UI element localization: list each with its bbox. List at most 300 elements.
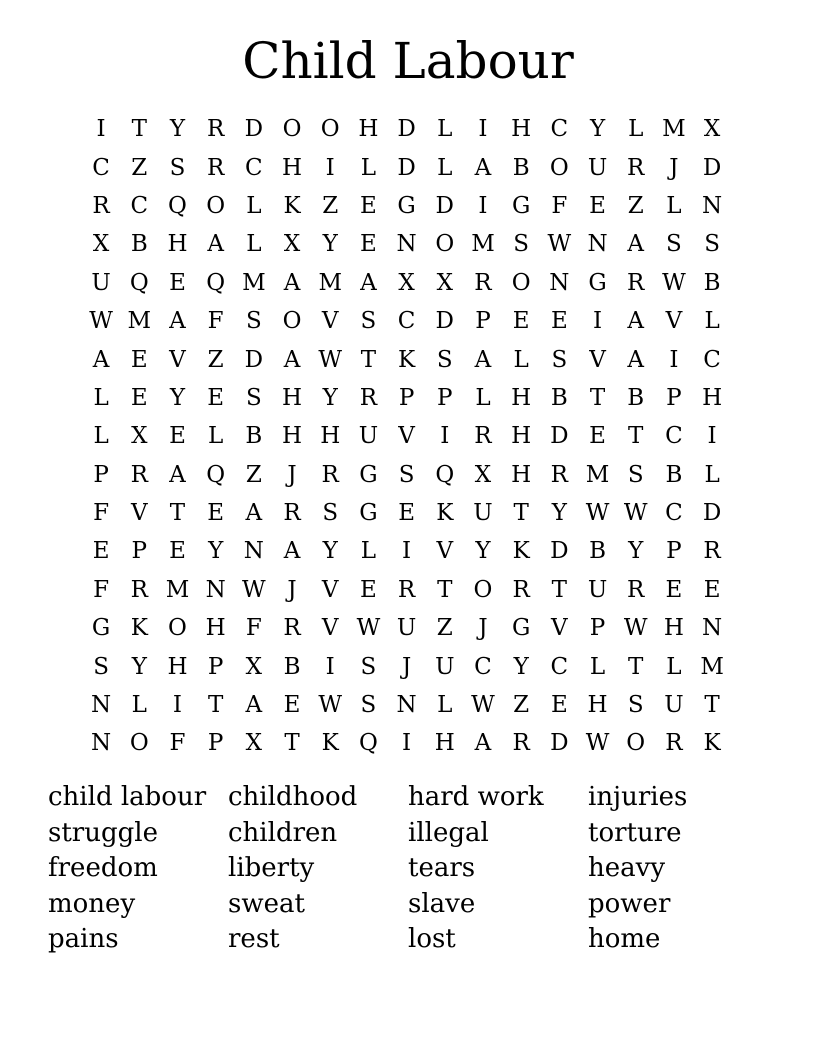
grid-letter: I: [96, 116, 106, 143]
grid-letter: G: [588, 269, 607, 296]
grid-letter: O: [129, 730, 149, 757]
grid-letter: E: [512, 308, 530, 335]
grid-letter: T: [704, 692, 720, 719]
grid-letter: U: [664, 692, 684, 719]
grid-letter: V: [321, 615, 339, 642]
page-title: Child Labour: [242, 32, 574, 90]
grid-letter: Y: [589, 116, 606, 143]
grid-letter: B: [550, 384, 568, 411]
grid-letter: I: [478, 192, 488, 219]
word-list-item: sweat: [228, 888, 305, 919]
grid-letter: V: [130, 500, 148, 527]
grid-letter: O: [549, 154, 569, 181]
grid-letter: M: [585, 461, 610, 488]
grid-letter: Q: [168, 192, 187, 219]
grid-letter: S: [551, 346, 568, 373]
grid-letter: D: [550, 423, 569, 450]
grid-letter: R: [359, 384, 378, 411]
grid-letter: A: [474, 346, 492, 373]
grid-letter: S: [93, 653, 109, 680]
grid-letter: R: [512, 730, 530, 757]
grid-letter: S: [627, 692, 644, 719]
grid-letter: O: [282, 308, 302, 335]
grid-letter: H: [205, 615, 226, 642]
grid-letter: N: [396, 692, 417, 719]
grid-letter: Y: [322, 538, 338, 565]
grid-letter: S: [360, 308, 377, 335]
grid-letter: M: [242, 269, 266, 296]
grid-letter: K: [283, 192, 301, 219]
grid-letter: G: [359, 461, 378, 488]
grid-letter: E: [589, 192, 606, 219]
grid-letter: O: [435, 231, 455, 258]
grid-letter: E: [398, 500, 415, 527]
word-list-item: torture: [588, 817, 682, 848]
grid-letter: Y: [131, 653, 147, 680]
grid-letter: X: [283, 231, 301, 258]
grid-letter: L: [208, 423, 224, 450]
grid-letter: N: [91, 692, 112, 719]
grid-letter: I: [402, 538, 412, 565]
grid-letter: H: [320, 423, 341, 450]
grid-letter: J: [287, 576, 297, 603]
grid-letter: X: [474, 461, 492, 488]
grid-letter: C: [550, 116, 569, 143]
grid-letter: E: [550, 308, 568, 335]
grid-letter: E: [360, 192, 377, 219]
grid-letter: R: [474, 269, 492, 296]
grid-letter: A: [627, 231, 645, 258]
grid-letter: R: [130, 576, 148, 603]
word-list-item: pains: [48, 924, 119, 954]
grid-letter: N: [91, 730, 112, 757]
grid-letter: O: [206, 192, 226, 219]
grid-letter: M: [165, 576, 190, 603]
word-list-item: injuries: [588, 782, 688, 812]
grid-letter: R: [627, 269, 645, 296]
grid-letter: T: [169, 500, 186, 527]
grid-letter: W: [471, 692, 495, 719]
grid-letter: Q: [358, 730, 378, 757]
letter-grid: [82, 110, 731, 763]
grid-letter: E: [130, 384, 148, 411]
grid-letter: G: [91, 615, 111, 642]
grid-letter: N: [243, 538, 264, 565]
grid-letter: P: [207, 653, 224, 680]
grid-letter: Y: [551, 500, 567, 527]
grid-letter: Y: [208, 538, 224, 565]
grid-letter: T: [628, 653, 644, 680]
grid-letter: L: [666, 192, 682, 219]
grid-letter: D: [702, 154, 722, 181]
grid-letter: P: [437, 384, 453, 411]
grid-letter: B: [512, 154, 530, 181]
word-list: [48, 780, 768, 958]
grid-letter: S: [322, 500, 339, 527]
grid-letter: E: [703, 576, 721, 603]
grid-letter: L: [589, 653, 606, 680]
grid-letter: K: [321, 730, 339, 757]
grid-letter: V: [589, 346, 606, 373]
grid-letter: R: [512, 576, 530, 603]
grid-letter: U: [473, 500, 493, 527]
word-list-item: tears: [408, 853, 476, 883]
grid-letter: P: [207, 730, 224, 757]
grid-letter: H: [282, 154, 303, 181]
grid-letter: P: [93, 461, 109, 488]
grid-letter: Y: [322, 231, 338, 258]
grid-letter: O: [168, 615, 187, 642]
grid-letter: S: [398, 461, 415, 488]
grid-letter: X: [131, 423, 148, 450]
grid-letter: B: [627, 384, 645, 411]
grid-letter: P: [666, 538, 682, 565]
grid-letter: X: [436, 269, 453, 296]
grid-letter: E: [550, 692, 568, 719]
grid-letter: M: [127, 308, 152, 335]
grid-letter: A: [627, 308, 645, 335]
grid-letter: X: [703, 116, 721, 143]
grid-letter: A: [474, 154, 492, 181]
grid-letter: L: [628, 116, 644, 143]
grid-letter: D: [550, 538, 569, 565]
grid-letter: E: [665, 576, 683, 603]
grid-letter: J: [287, 461, 297, 488]
grid-letter: T: [437, 576, 453, 603]
grid-letter: G: [397, 192, 416, 219]
grid-letter: Z: [207, 346, 224, 373]
grid-letter: P: [589, 615, 606, 642]
grid-letter: B: [245, 423, 263, 450]
grid-letter: S: [360, 692, 377, 719]
grid-letter: N: [702, 615, 723, 642]
grid-letter: V: [169, 346, 186, 373]
word-list-item: illegal: [408, 817, 489, 848]
grid-letter: E: [92, 538, 110, 565]
grid-letter: R: [283, 500, 301, 527]
grid-letter: U: [587, 576, 608, 603]
grid-letter: W: [585, 500, 610, 527]
grid-letter: E: [207, 500, 225, 527]
grid-letter: F: [207, 308, 224, 335]
grid-letter: O: [511, 269, 531, 296]
grid-letter: S: [436, 346, 453, 373]
grid-letter: S: [627, 461, 644, 488]
grid-letter: I: [402, 730, 412, 757]
grid-letter: X: [92, 231, 110, 258]
grid-letter: E: [169, 538, 186, 565]
grid-letter: V: [321, 576, 339, 603]
grid-letter: H: [511, 461, 532, 488]
grid-letter: W: [662, 269, 686, 296]
grid-letter: A: [360, 269, 377, 296]
grid-letter: W: [318, 346, 343, 373]
grid-letter: S: [245, 384, 262, 411]
word-list-item: rest: [228, 924, 280, 954]
grid-letter: R: [321, 461, 339, 488]
grid-letter: H: [167, 653, 188, 680]
grid-letter: D: [550, 730, 569, 757]
grid-letter: Q: [206, 461, 226, 488]
grid-letter: K: [512, 538, 530, 565]
grid-letter: G: [359, 500, 378, 527]
grid-letter: N: [205, 576, 226, 603]
grid-letter: C: [703, 346, 721, 373]
word-list-item: money: [48, 888, 136, 919]
grid-letter: N: [587, 231, 608, 258]
word-list-item: home: [588, 924, 661, 954]
word-list-item: liberty: [228, 853, 315, 883]
grid-letter: L: [437, 154, 453, 181]
grid-letter: C: [245, 154, 263, 181]
grid-letter: Y: [169, 384, 186, 411]
grid-letter: Y: [169, 116, 186, 143]
grid-letter: I: [592, 308, 603, 335]
grid-letter: H: [702, 384, 723, 411]
grid-letter: U: [435, 653, 455, 680]
grid-letter: Q: [129, 269, 149, 296]
grid-letter: D: [397, 116, 416, 143]
grid-letter: U: [587, 154, 608, 181]
grid-letter: M: [700, 653, 724, 680]
grid-letter: E: [360, 231, 377, 258]
grid-letter: V: [398, 423, 415, 450]
grid-letter: D: [702, 500, 722, 527]
grid-letter: Z: [436, 615, 453, 642]
grid-letter: E: [283, 692, 301, 719]
grid-letter: D: [244, 116, 264, 143]
grid-letter: P: [131, 538, 148, 565]
grid-letter: Y: [513, 653, 529, 680]
grid-letter: J: [478, 615, 488, 642]
grid-letter: W: [318, 692, 343, 719]
grid-letter: R: [550, 461, 568, 488]
grid-letter: O: [320, 116, 340, 143]
grid-letter: R: [130, 461, 148, 488]
grid-letter: E: [360, 576, 377, 603]
grid-letter: B: [130, 231, 148, 258]
grid-letter: R: [397, 576, 416, 603]
grid-letter: I: [325, 653, 335, 680]
grid-letter: S: [704, 231, 720, 258]
word-list-item: struggle: [48, 817, 158, 848]
grid-letter: V: [551, 615, 568, 642]
grid-letter: K: [398, 346, 416, 373]
grid-letter: C: [130, 192, 149, 219]
grid-letter: H: [587, 692, 608, 719]
grid-letter: U: [396, 615, 417, 642]
grid-letter: D: [435, 308, 454, 335]
grid-letter: H: [511, 423, 532, 450]
grid-letter: A: [283, 269, 301, 296]
grid-letter: S: [513, 231, 530, 258]
grid-letter: L: [246, 231, 262, 258]
grid-letter: V: [665, 308, 683, 335]
grid-letter: W: [89, 308, 113, 335]
word-list-item: child labour: [48, 782, 207, 812]
grid-letter: P: [475, 308, 491, 335]
grid-letter: L: [704, 461, 720, 488]
grid-letter: I: [478, 116, 488, 143]
grid-letter: Q: [435, 461, 455, 488]
grid-letter: H: [167, 231, 188, 258]
grid-letter: E: [169, 269, 186, 296]
grid-letter: T: [284, 730, 300, 757]
grid-letter: S: [245, 308, 262, 335]
grid-letter: H: [358, 116, 379, 143]
grid-letter: B: [589, 538, 606, 565]
grid-letter: F: [93, 500, 110, 527]
grid-letter: L: [93, 384, 109, 411]
grid-letter: Z: [131, 154, 148, 181]
grid-letter: U: [91, 269, 111, 296]
grid-letter: O: [282, 116, 302, 143]
grid-letter: I: [440, 423, 450, 450]
grid-letter: A: [169, 461, 186, 488]
grid-letter: O: [473, 576, 493, 603]
grid-letter: L: [666, 653, 682, 680]
grid-letter: C: [550, 653, 569, 680]
grid-letter: D: [244, 346, 264, 373]
grid-letter: T: [628, 423, 644, 450]
grid-letter: W: [585, 730, 610, 757]
grid-letter: I: [669, 346, 679, 373]
grid-letter: E: [589, 423, 606, 450]
grid-letter: G: [511, 192, 531, 219]
grid-letter: L: [704, 308, 720, 335]
grid-letter: C: [92, 154, 110, 181]
grid-letter: H: [434, 730, 455, 757]
grid-letter: N: [702, 192, 723, 219]
grid-letter: Y: [628, 538, 644, 565]
grid-letter: L: [513, 346, 529, 373]
word-list-item: children: [228, 817, 338, 848]
grid-letter: H: [282, 384, 303, 411]
grid-letter: O: [626, 730, 646, 757]
grid-letter: L: [360, 538, 377, 565]
grid-letter: U: [358, 423, 379, 450]
word-list-item: power: [588, 888, 671, 919]
grid-letter: E: [130, 346, 148, 373]
grid-letter: L: [360, 154, 377, 181]
grid-letter: K: [436, 500, 454, 527]
grid-letter: L: [437, 692, 453, 719]
grid-letter: X: [398, 269, 415, 296]
grid-letter: A: [283, 346, 301, 373]
grid-letter: F: [169, 730, 186, 757]
grid-letter: C: [474, 653, 492, 680]
grid-letter: M: [471, 231, 495, 258]
grid-letter: L: [475, 384, 491, 411]
grid-letter: T: [513, 500, 529, 527]
grid-letter: H: [282, 423, 303, 450]
grid-letter: A: [245, 692, 263, 719]
grid-letter: I: [325, 154, 335, 181]
grid-letter: M: [662, 116, 686, 143]
grid-letter: K: [703, 730, 721, 757]
grid-letter: N: [549, 269, 570, 296]
grid-letter: S: [360, 653, 377, 680]
grid-letter: H: [663, 615, 684, 642]
grid-letter: A: [283, 538, 301, 565]
grid-letter: H: [511, 116, 532, 143]
grid-letter: F: [551, 192, 568, 219]
word-list-item: heavy: [588, 853, 666, 883]
grid-letter: A: [627, 346, 645, 373]
grid-letter: R: [627, 154, 645, 181]
grid-letter: W: [547, 231, 572, 258]
grid-letter: Y: [322, 384, 338, 411]
grid-letter: C: [397, 308, 416, 335]
grid-letter: F: [93, 576, 110, 603]
grid-letter: E: [169, 423, 186, 450]
grid-letter: P: [666, 384, 682, 411]
grid-letter: R: [665, 730, 683, 757]
grid-letter: A: [207, 231, 224, 258]
grid-letter: T: [551, 576, 568, 603]
grid-letter: X: [245, 730, 263, 757]
grid-letter: R: [206, 116, 225, 143]
grid-letter: T: [207, 692, 224, 719]
grid-letter: F: [245, 615, 262, 642]
grid-letter: W: [242, 576, 266, 603]
word-list-item: slave: [408, 888, 476, 919]
grid-letter: A: [92, 346, 110, 373]
grid-letter: J: [401, 653, 412, 680]
grid-letter: D: [397, 154, 416, 181]
grid-letter: B: [665, 461, 683, 488]
grid-letter: T: [360, 346, 377, 373]
grid-letter: R: [474, 423, 492, 450]
grid-letter: A: [474, 730, 492, 757]
grid-letter: C: [665, 500, 683, 527]
grid-letter: Z: [322, 192, 339, 219]
grid-letter: Z: [627, 192, 644, 219]
grid-letter: R: [703, 538, 721, 565]
grid-letter: I: [707, 423, 717, 450]
grid-letter: Q: [206, 269, 226, 296]
grid-letter: P: [398, 384, 415, 411]
grid-letter: V: [436, 538, 454, 565]
grid-letter: X: [245, 653, 263, 680]
grid-letter: Y: [475, 538, 491, 565]
grid-letter: M: [318, 269, 342, 296]
grid-letter: Z: [513, 692, 530, 719]
grid-letter: R: [206, 154, 225, 181]
grid-letter: A: [245, 500, 263, 527]
grid-letter: S: [169, 154, 186, 181]
grid-letter: R: [92, 192, 110, 219]
word-list-item: freedom: [48, 853, 158, 883]
grid-letter: L: [437, 116, 453, 143]
grid-letter: Z: [245, 461, 262, 488]
word-list-item: hard work: [408, 782, 544, 812]
grid-letter: B: [283, 653, 301, 680]
grid-letter: R: [627, 576, 645, 603]
grid-letter: E: [207, 384, 225, 411]
grid-letter: R: [283, 615, 301, 642]
grid-letter: C: [665, 423, 683, 450]
grid-letter: W: [623, 615, 648, 642]
grid-letter: I: [172, 692, 183, 719]
word-list-item: childhood: [228, 782, 358, 812]
grid-letter: W: [356, 615, 381, 642]
grid-letter: W: [623, 500, 648, 527]
grid-letter: L: [131, 692, 147, 719]
grid-letter: L: [93, 423, 109, 450]
grid-letter: T: [589, 384, 606, 411]
grid-letter: D: [435, 192, 454, 219]
